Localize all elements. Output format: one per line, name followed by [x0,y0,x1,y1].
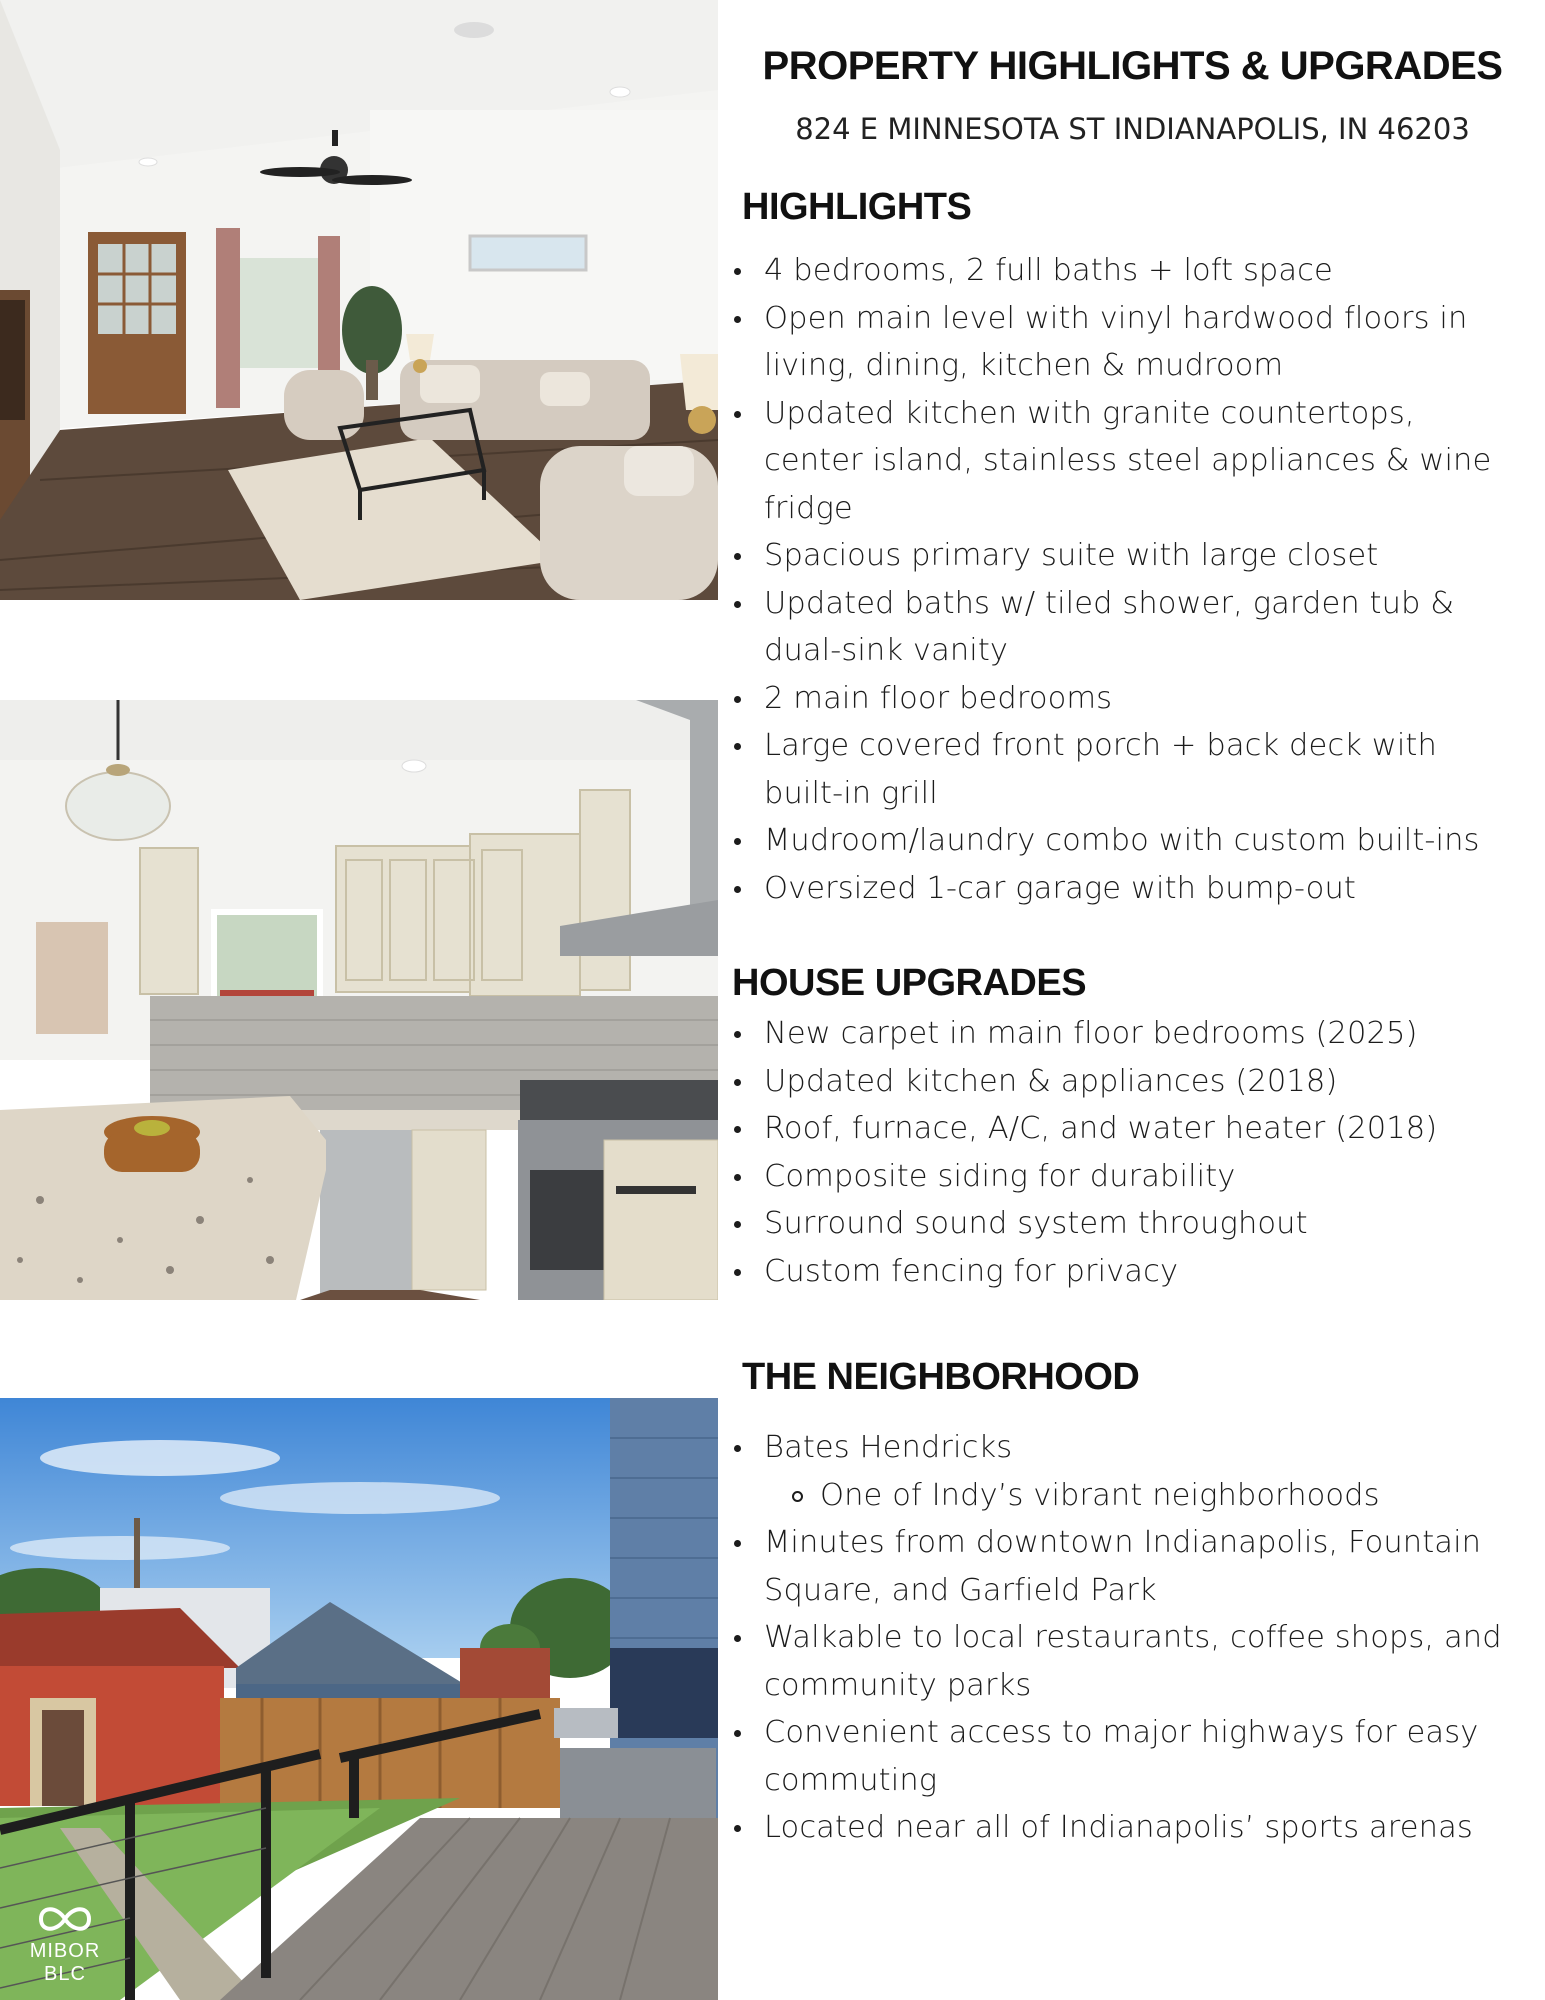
list-item: Open main level with vinyl hardwood floors in living, dining, kitchen & mudroom [732,295,1522,390]
living-room-photo [0,0,718,600]
neighborhood-list [732,1424,1522,1852]
infinity-logo-icon [35,1902,95,1936]
list-item: Spacious primary suite with large closet [732,532,1522,580]
list-item: Updated baths w/ tiled shower, garden tub & dual-sink vanity [732,580,1522,675]
neighborhood-heading: THE NEIGHBORHOOD [742,1356,1140,1398]
upgrades-list [732,1010,1522,1295]
list-item: Large covered front porch + back deck with built-in grill [732,722,1522,817]
list-item: 2 main floor bedrooms [732,675,1522,723]
list-item: Minutes from downtown Indianapolis, Fountain Square, and Garfield Park [732,1519,1522,1614]
property-address: 824 E MINNESOTA ST INDIANAPOLIS, IN 46203 [795,112,1470,146]
list-item: Mudroom/laundry combo with custom built-ins [732,817,1522,865]
list-item: Composite siding for durability [732,1153,1522,1201]
list-item: Updated kitchen with granite countertops, center island, stainless steel appliances & wine fridge [732,390,1522,533]
list-item: Located near all of Indianapolis’ sports arenas [732,1804,1522,1852]
mibor-watermark [10,1902,120,1986]
list-item: Convenient access to major highways for easy commuting [732,1709,1522,1804]
list-item: Updated kitchen & appliances (2018) [732,1058,1522,1106]
highlights-list [732,247,1522,912]
highlights-heading: HIGHLIGHTS [742,186,972,228]
list-item: Oversized 1-car garage with bump-out [732,865,1522,913]
list-item: Roof, furnace, A/C, and water heater (2018) [732,1105,1522,1153]
house-upgrades-heading: HOUSE UPGRADES [732,962,1087,1004]
watermark-text: MIBOR BLC [29,1940,101,1985]
page-title: PROPERTY HIGHLIGHTS & UPGRADES [762,44,1503,88]
list-item: Surround sound system throughout [732,1200,1522,1248]
back-deck-photo [0,1398,718,2000]
list-item: Bates Hendricks [732,1424,1522,1472]
list-item: 4 bedrooms, 2 full baths + loft space [732,247,1522,295]
sub-list-item: One of Indy’s vibrant neighborhoods [732,1472,1522,1520]
list-item: Walkable to local restaurants, coffee shops, and community parks [732,1614,1522,1709]
list-item: Custom fencing for privacy [732,1248,1522,1296]
list-item: New carpet in main floor bedrooms (2025) [732,1010,1522,1058]
kitchen-photo [0,700,718,1300]
